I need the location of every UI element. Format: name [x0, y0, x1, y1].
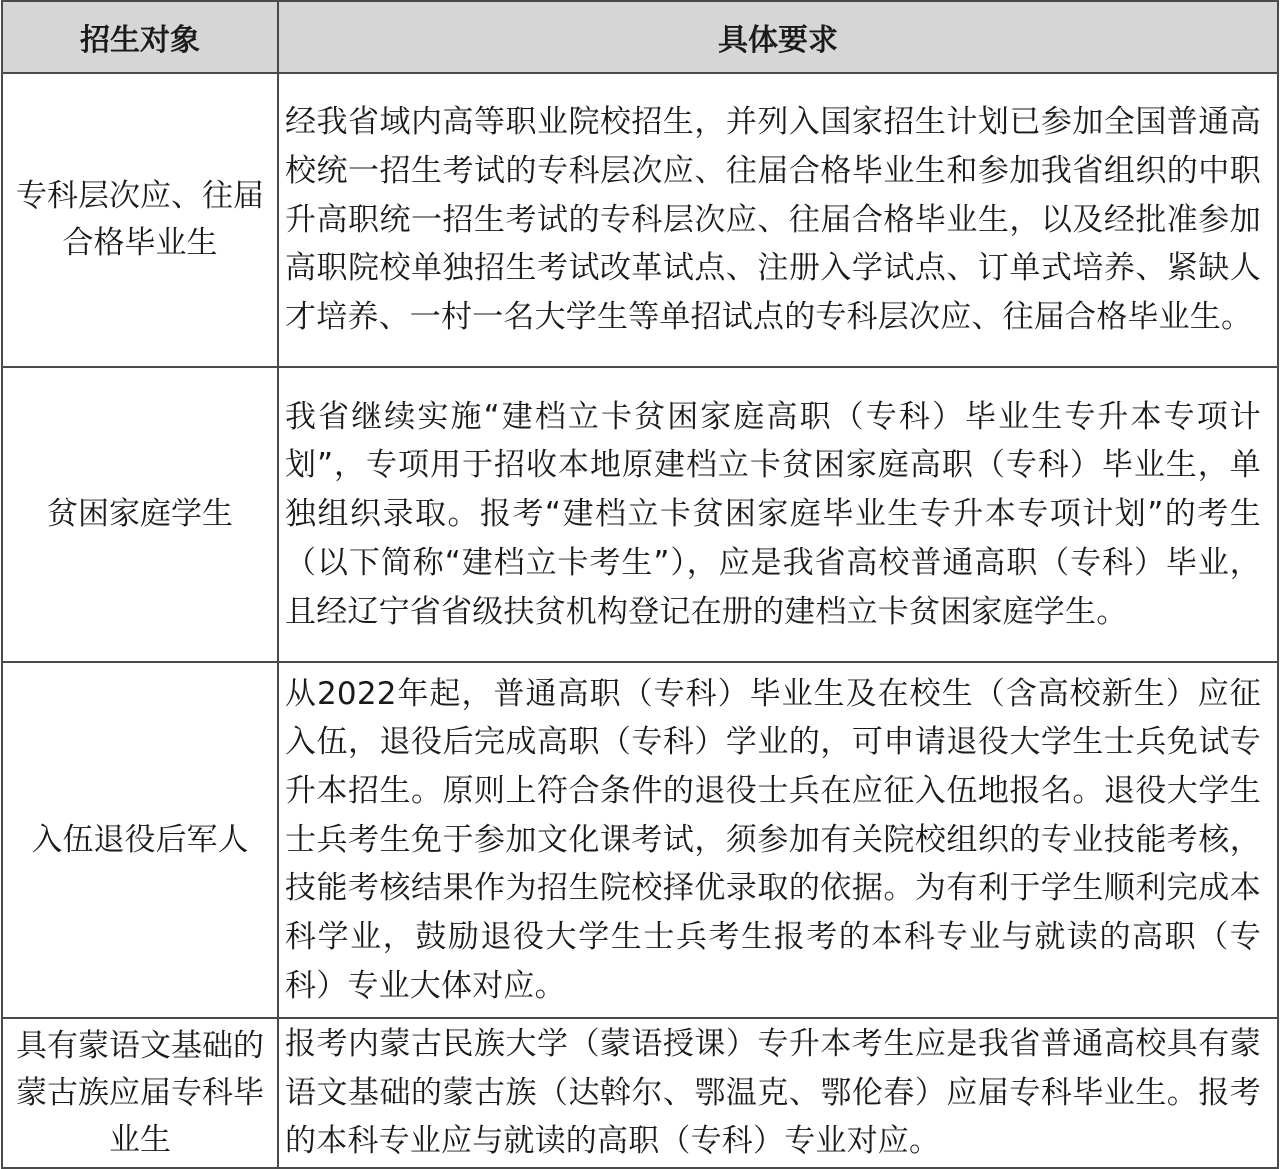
table-row — [2, 367, 1278, 662]
admission-requirements-table — [1, 0, 1279, 1169]
row-target-cell: 具有蒙语文基础的蒙古族应届专科毕业生 — [2, 1018, 278, 1168]
header-requirement: 具体要求 — [278, 1, 1278, 73]
row-requirement-cell: 报考内蒙古民族大学（蒙语授课）专升本考生应是我省普通高校具有蒙语文基础的蒙古族（达斡尔、鄂温克、鄂伦春）应届专科毕业生。报考的本科专业应与就读的高职（专科）专业对应。 — [278, 1018, 1278, 1168]
row-requirement-cell: 经我省域内高等职业院校招生，并列入国家招生计划已参加全国普通高校统一招生考试的专科层次应、往届合格毕业生和参加我省组织的中职升高职统一招生考试的专科层次应、往届合格毕业生，以及经批准参加高职院校单独招生考试改革试点、注册入学试点、订单式培养、紧缺人才培养、一村一名大学生等单招试点的专科层次应、往届合格毕业生。 — [278, 73, 1278, 367]
table-header-row — [2, 1, 1278, 73]
row-target-cell: 入伍退役后军人 — [2, 662, 278, 1018]
table-row — [2, 1018, 1278, 1168]
table-row — [2, 662, 1278, 1018]
row-target-cell: 贫困家庭学生 — [2, 367, 278, 662]
row-target-cell: 专科层次应、往届合格毕业生 — [2, 73, 278, 367]
row-requirement-cell: 我省继续实施“建档立卡贫困家庭高职（专科）毕业生专升本专项计划”，专项用于招收本地原建档立卡贫困家庭高职（专科）毕业生，单独组织录取。报考“建档立卡贫困家庭毕业生专升本专项计划”的考生（以下简称“建档立卡考生”），应是我省高校普通高职（专科）毕业，且经辽宁省省级扶贫机构登记在册的建档立卡贫困家庭学生。 — [278, 367, 1278, 662]
table-row — [2, 73, 1278, 367]
header-target: 招生对象 — [2, 1, 278, 73]
row-requirement-cell: 从2022年起，普通高职（专科）毕业生及在校生（含高校新生）应征入伍，退役后完成高职（专科）学业的，可申请退役大学生士兵免试专升本招生。原则上符合条件的退役士兵在应征入伍地报名。退役大学生士兵考生免于参加文化课考试，须参加有关院校组织的专业技能考核，技能考核结果作为招生院校择优录取的依据。为有利于学生顺利完成本科学业，鼓励退役大学生士兵考生报考的本科专业与就读的高职（专科）专业大体对应。 — [278, 662, 1278, 1018]
